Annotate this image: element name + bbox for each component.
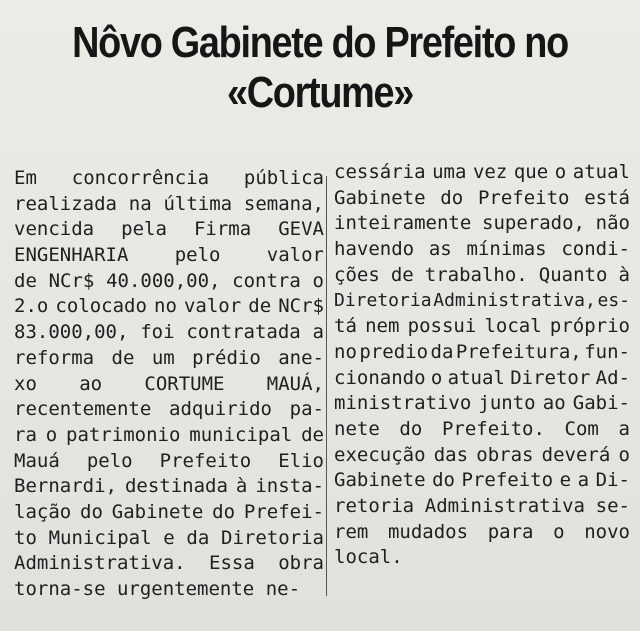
article-text-line: 2.o colocado no valor de NCr$ bbox=[14, 295, 324, 318]
article-text-line: de NCr$ 40.000,00, contra o bbox=[14, 269, 324, 292]
article-text-line: to Municipal e da Diretoria bbox=[14, 526, 324, 549]
article-text-line: 83.000,00, foi contratada a bbox=[14, 321, 324, 344]
article-text-line: vencida pela Firma GEVA bbox=[14, 218, 324, 241]
article-text-line: ra o patrimonio municipal de bbox=[14, 423, 324, 446]
article-text-line: havendo as mínimas condi- bbox=[334, 238, 630, 261]
article-text-line: nete do Prefeito. Com a bbox=[334, 417, 630, 440]
article-text-line: torna-se urgentemente ne- bbox=[14, 578, 301, 600]
article-text-line: cessária uma vez que o atual bbox=[334, 161, 630, 183]
article-text-line: inteiramente superado, não bbox=[334, 212, 630, 235]
article-text-line: Diretoria Administrativa, es- bbox=[334, 290, 630, 312]
article-column-right bbox=[334, 160, 630, 571]
article-text-line: Mauá pelo Prefeito Elio bbox=[14, 449, 324, 472]
headline-line: Nôvo Gabinete do Prefeito no bbox=[72, 18, 568, 67]
article-text-line: recentemente adquirido pa- bbox=[14, 398, 324, 421]
article-text-line: rem mudados para o novo bbox=[334, 520, 630, 543]
article-text-line: reforma de um prédio ane- bbox=[14, 346, 324, 369]
article-text-line: ministrativo junto ao Gabi- bbox=[334, 392, 630, 415]
headline-line: «Cortume» bbox=[226, 68, 414, 117]
article-headline bbox=[53, 18, 586, 118]
article-text-line: local. bbox=[334, 546, 403, 569]
article-text-line: ENGENHARIA pelo valor bbox=[14, 244, 324, 267]
article-text-line: tá nem possui local próprio bbox=[334, 315, 630, 338]
article-text-line: Gabinete do Prefeito está bbox=[334, 186, 630, 209]
article-text-line: xo ao CORTUME MAUÁ, bbox=[14, 372, 324, 395]
article-column-left bbox=[14, 166, 324, 603]
article-text-line: execução das obras deverá o bbox=[334, 443, 630, 466]
article-text-line: lação do Gabinete do Prefei- bbox=[14, 500, 324, 523]
article-text-line: Em concorrência pública bbox=[14, 167, 324, 189]
article-text-line: ções de trabalho. Quanto à bbox=[334, 263, 630, 286]
article-text-line: Gabinete do Prefeito e a Di- bbox=[334, 469, 630, 492]
article-text-line: no predio da Prefeitura, fun- bbox=[334, 340, 630, 363]
article-text-line: cionando o atual Diretor Ad- bbox=[334, 366, 630, 389]
article-text-line: Administrativa. Essa obra bbox=[14, 552, 324, 575]
column-divider bbox=[326, 176, 327, 596]
article-text-line: retoria Administrativa se- bbox=[334, 494, 630, 517]
article-text-line: Bernardi, destinada à insta- bbox=[14, 475, 324, 498]
article-text-line: realizada na última semana, bbox=[14, 192, 324, 215]
